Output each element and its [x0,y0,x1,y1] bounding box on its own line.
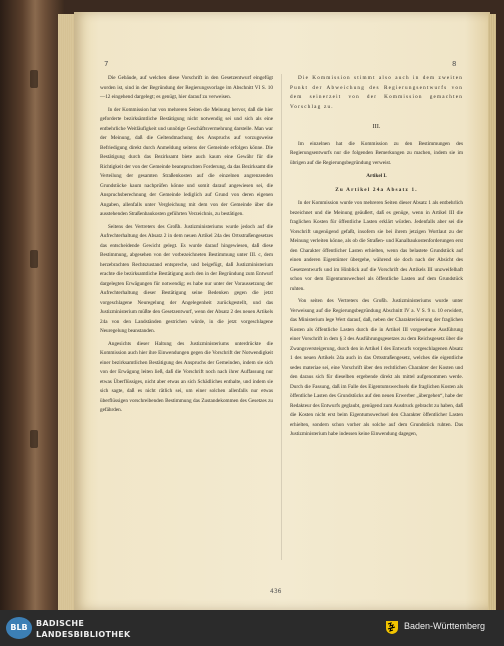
blb-logo[interactable]: BLB [6,617,32,639]
left-paragraph: Seitens des Vertreters des Großh. Justizministeriums wurde jedoch auf die Aufrechterhaltung des Absatz 2 in dem neuen Artikel 24a des Ortsstraßengesetzes das entscheidende Gewicht gelegt. Es wurde darauf hingewiesen, daß diese Bestimmung, abgesehen von der vorbezeichneten Bestimmung unter III. c, dem herzebrachten Rechtszustand entspreche, und beigefügt, daß Justizministerium erachte die bezirksamtliche Bestätigung auch den in der Begründung zum Entwurf dargelegten Erwägungen für notwendig; es habe nur unter der Voraussetzung der Aufrechterhaltung dieser Bestätigung seine Bedenken gegen die jetzt vorgeschlagene Neuregelung der Angelegenheit zurückgestellt, und das Justizministerium müßte den Gesetzentwurf, wenn der Absatz 2 des neuen Artikels 24a von den Landständen gestrichen würde, in die jetzt vorgeschlagene Neuregelung beanstanden. [100,223,273,334]
library-name-line1: BADISCHE [36,619,85,628]
header-right-number: 8 [452,60,457,68]
left-paragraph: In der Kommission hat von mehreren Seiten die Meinung hervor, daß die hier geforderte bezirksämtliche Bestätigung nicht notwendig sei und sich als eine entbehrliche Weitläufigkeit und unnötige Geschäftsvermehrung darstelle. Man war der Meinung, daß die Geltendmachung des Anspruchs auf vorzugsweise Befriedigung direkt durch Anmeldung seitens der Gemeinde erfolgen könne. Die Bestätigung durch das Bezirksamt biete auch kaum eine Gewähr für die Richtigkeit der von der Gemeinde beanspruchten Forderung, da das Bezirksamt die Verteilung der gesamten Straßenkosten auf die einzelnen angrenzenden Grundstücke kaum nachprüfen könne und somit darauf angewiesen sei, die Anspruchsberechnung der Gemeinde lediglich auf Grund von deren eigenen Angaben, allenfalls unter Vergleichung mit dem von der Gemeinde über die ausstehenden Straßenbaukosten geführten Verzeichnis, zu bestätigen. [100,106,274,217]
spine-band [30,430,38,448]
left-paragraph: Angesichts dieser Haltung des Justizministeriums unterdrückte die Kommission auch hier ihre Einwendungen gegen die Vorschrift der Notwendigkeit einer bezirksamtlichen Bestätigung des Anspruchs der Gemeinden, indem sie sich von der Erwägung leiten ließ, daß die Vorschrift noch nach ihrer Auffassung nur etwas Überflüssiges, nicht aber etwas an sich Schädliches enthalte, und indem sie sich sagte, daß es nicht rätlich sei, um einer solchen allenfalls nur etwas überflüssigen vorschreibenden Bestimmung das Zustandekommen des Gesetzes zu gefährden. [100,340,273,413]
spine-band [30,250,38,268]
page-edges-right [488,14,496,610]
right-column [290,74,463,443]
right-paragraph: Von seiten des Vertreters des Großh. Justizministeriums wurde unter Verweisung auf die Regierungsbegründung Abschnitt IV a. V S. 9 u. 10 erwidert, das Ministerium lege Wert darauf, daß, neben der Charakterisierung der fraglichen Kosten als öffentliche Lasten durch die in Artikel III vorgesehene Ausführung einer Vorschrift in dem § 3 des Ausführungsgesetzes zu dem Reichsgesetz über die Zwangsversteigerung, durch den in Artikel I des Entwurfs vorgeschlagenen Absatz 1 des neuen Artikels 24a auch in das Ortsstraßengesetz, welches die eigentliche sedes materiae sei, eine Vorschrift über den rechtlichen Charakter der Kosten und den daraus sich für dieselben ergebende direkt als mittel aufgenommen werde. Durch die Fassung, daß im Falle des Eigentumswechsels die fraglichen Kosten als öffentliche Lasten des Grundstücks auf den neuen Erwerber „übergehen“, habe der Redakteur des Entwurfs geglaubt, genügend zum Ausdruck gebracht zu haben, daß die Kosten nicht erst beim Eigentumswechsel den Charakter öffentlicher Lasten erhielten, sondern schon vorher als solche auf dem Grundstück ruhten. Das Justizministerium habe indessen keine Einwendung dagegen, [290,298,463,437]
column-divider [281,74,282,560]
header-left-number: 7 [104,60,109,68]
right-intro: Die Kommission stimmt also auch in dem zweiten Punkt der Abweichung des Regierungsentwurfs von dem seinerzeit von der Kommission gemachten Vorschlag zu. [290,75,463,110]
page-number: 436 [270,588,282,595]
section-intro: Im einzelnen hat die Kommission zu den Bestimmungen des Regierungsentwurfs nur die folgenden Bemerkungen zu machen, indem sie im übrigen auf die Regierungsbegründung verweist. [290,140,463,166]
left-paragraph: Die Gebäude, auf welchen diese Vorschrift in den Gesetzentwurf eingefügt worden ist, sind in der Begründung der Regierungsvorlage im Abschnitt VI S. 10—12 eingehend dargelegt; es genügt, hier darauf zu verweisen. [100,75,273,100]
article-subheading: Zu Artikel 24a Absatz 1. [335,186,418,193]
spine-band [30,70,38,88]
article-heading: Artikel I. [366,173,387,179]
baden-wuerttemberg-coat-of-arms-icon [384,619,400,635]
state-name[interactable]: Baden-Württemberg [404,621,486,631]
library-name[interactable] [36,618,131,640]
left-column [100,74,273,419]
library-name-line2: LANDESBIBLIOTHEK [36,630,131,639]
book-spine [0,0,64,610]
right-paragraph: In der Kommission wurde von mehreren Seiten dieser Absatz 1 als entbehrlich bezeichnet und die Meinung geäußert, daß es genüge, wenn in Artikel III die fraglichen Kosten für öffentliche Lasten erklärt würden. Jedenfalls aber sei die Vorschrift ungenügend gefaßt, insofern sie bei ihrem jetzigen Wortlaut zu der Meinung verleiten könne, als ob die Straßen- und Kanalbaukostenforderungen erst den Charakter öffentlicher Lasten erhielten, wenn das belastete Grundstück auf einen anderen Eigentümer übergehe, während sie doch nach der Absicht des Gesetzentwurfs und im Hinblick auf die Vorschrift des Artikels III unzweifelhaft schon vor dem Eigentumswechsel als öffentliche Lasten auf dem Grundstück ruhten. [290,200,463,292]
section-number: III. [372,123,381,130]
